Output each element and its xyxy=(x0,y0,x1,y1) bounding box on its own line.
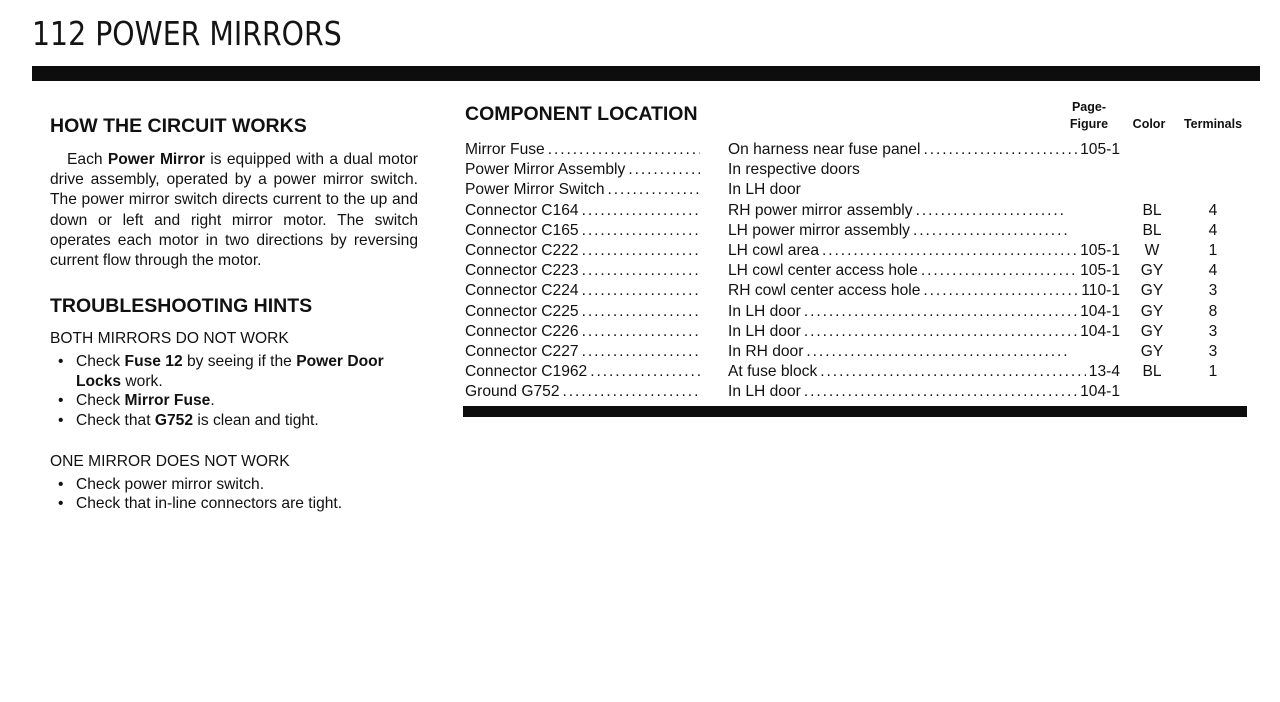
wire-color-cell: BL xyxy=(1142,221,1162,239)
component-name: Connector C164 xyxy=(465,201,579,219)
wire-color-cell: GY xyxy=(1140,282,1164,300)
location-cell xyxy=(728,181,1120,199)
dot-leader xyxy=(916,202,1067,220)
page-figure-ref: 105-1 xyxy=(1080,241,1120,259)
terminal-count-cell: 3 xyxy=(1208,322,1218,340)
left-column xyxy=(50,115,418,514)
dot-leader xyxy=(582,323,700,341)
location-text: In RH door xyxy=(728,342,804,360)
troubleshooting-groups xyxy=(50,330,418,514)
component-name: Ground G752 xyxy=(465,383,560,401)
page-figure-ref: 105-1 xyxy=(1080,262,1120,280)
component-table xyxy=(465,141,1247,403)
bold-term: Fuse 12 xyxy=(124,353,183,371)
component-location-heading: COMPONENT LOCATION xyxy=(465,103,698,125)
text-run: Check power mirror switch. xyxy=(76,475,265,493)
location-text: In respective doors xyxy=(728,161,860,179)
table-row xyxy=(465,282,1247,302)
dot-leader xyxy=(628,161,700,179)
dot-leader xyxy=(923,141,1077,159)
terminal-count-cell: 3 xyxy=(1208,282,1218,300)
location-cell xyxy=(728,242,1120,260)
dot-leader xyxy=(582,202,700,220)
wire-color-cell: GY xyxy=(1140,342,1164,360)
dot-leader xyxy=(582,222,700,240)
component-name-cell xyxy=(465,222,703,240)
component-name-cell xyxy=(465,323,703,341)
text-run: is clean and tight. xyxy=(193,412,319,429)
dot-leader xyxy=(590,363,700,381)
page-figure-ref: 104-1 xyxy=(1080,383,1120,401)
dot-leader xyxy=(822,242,1077,260)
location-cell xyxy=(728,363,1120,381)
page-title: 112 POWER MIRRORS xyxy=(32,14,342,53)
bold-term: G752 xyxy=(154,412,194,429)
hint-item xyxy=(50,411,418,431)
hint-item xyxy=(50,494,418,514)
hint-item xyxy=(50,391,418,411)
location-text: LH power mirror assembly xyxy=(728,221,910,239)
table-row xyxy=(465,262,1247,282)
location-text: RH cowl center access hole xyxy=(728,282,921,300)
text-run: is equipped with a dual motor drive assembly, operated by a power mirror switch. The power mirror switch directs current to the up and down or left and right mirror motor. The switch operates each motor in two directions by reversing current flow through the motor. xyxy=(50,151,418,270)
terminal-count-cell: 4 xyxy=(1208,221,1218,239)
location-cell xyxy=(728,282,1120,300)
page-figure-ref: 13-4 xyxy=(1088,363,1120,381)
troubleshooting-heading: TROUBLESHOOTING HINTS xyxy=(50,295,313,318)
wire-color-cell: GY xyxy=(1140,302,1164,320)
page-figure-ref: 105-1 xyxy=(1080,141,1120,158)
component-name: Power Mirror Switch xyxy=(465,181,605,199)
bold-term: Power Mirror xyxy=(107,151,205,168)
terminal-count-cell: 8 xyxy=(1208,302,1218,320)
component-name: Mirror Fuse xyxy=(465,141,545,158)
location-cell xyxy=(728,343,1120,361)
location-text: At fuse block xyxy=(728,363,818,381)
table-row xyxy=(465,343,1247,363)
terminal-count-cell: 3 xyxy=(1208,342,1218,360)
header-rule xyxy=(32,66,1260,81)
component-name: Connector C1962 xyxy=(465,363,588,381)
location-cell xyxy=(728,202,1120,220)
terminal-count-cell: 4 xyxy=(1208,201,1218,219)
location-cell xyxy=(728,222,1120,240)
component-name: Connector C224 xyxy=(465,282,579,300)
table-row xyxy=(465,323,1247,343)
component-name-cell xyxy=(465,262,703,280)
column-header-color: Color xyxy=(1132,117,1166,131)
column-header-line: Figure xyxy=(1069,117,1109,131)
location-cell xyxy=(728,323,1120,341)
bullet-icon: • xyxy=(58,353,64,371)
wire-color-cell: BL xyxy=(1142,201,1162,219)
location-cell xyxy=(728,383,1120,401)
page-figure-ref: 110-1 xyxy=(1081,282,1120,300)
location-text: In LH door xyxy=(728,302,801,320)
text-run: by seeing if the xyxy=(182,353,297,371)
table-row xyxy=(465,303,1247,323)
dot-leader xyxy=(921,262,1077,280)
terminal-count-cell: 1 xyxy=(1208,363,1218,381)
location-cell xyxy=(728,262,1120,280)
wire-color-cell: BL xyxy=(1142,363,1162,381)
component-name-cell xyxy=(465,202,703,220)
component-name: Connector C223 xyxy=(465,262,579,280)
dot-leader xyxy=(582,242,700,260)
dot-leader xyxy=(582,343,700,361)
location-text: LH cowl area xyxy=(728,241,820,259)
circuit-description xyxy=(50,150,418,271)
text-run: Check xyxy=(76,392,125,410)
dot-leader xyxy=(608,181,701,199)
hint-list xyxy=(50,475,418,514)
dot-leader xyxy=(913,222,1067,240)
table-row xyxy=(465,181,1247,201)
wire-color-cell: GY xyxy=(1140,262,1164,280)
dot-leader xyxy=(804,323,1077,341)
symptom-heading: BOTH MIRRORS DO NOT WORK xyxy=(50,330,289,348)
bullet-icon: • xyxy=(58,475,64,493)
dot-leader xyxy=(820,363,1086,381)
table-row xyxy=(465,202,1247,222)
wire-color-cell: GY xyxy=(1140,322,1164,340)
location-text: In LH door xyxy=(728,322,801,340)
hint-item xyxy=(50,475,418,495)
table-row xyxy=(465,383,1247,403)
location-text: RH power mirror assembly xyxy=(728,201,913,219)
bold-term: Power Door Locks xyxy=(76,353,384,390)
component-name-cell xyxy=(465,383,703,401)
column-header-terminals: Terminals xyxy=(1183,117,1243,131)
location-text: In LH door xyxy=(728,383,801,401)
component-name-cell xyxy=(465,242,703,260)
terminal-count-cell: 4 xyxy=(1208,262,1218,280)
dot-leader xyxy=(548,141,700,159)
component-name-cell xyxy=(465,363,703,381)
dot-leader xyxy=(804,303,1077,321)
wire-color-cell: W xyxy=(1144,241,1160,259)
terminal-count-cell: 1 xyxy=(1208,241,1218,259)
dot-leader xyxy=(582,262,700,280)
column-header-page-figure xyxy=(1061,99,1117,133)
text-run: Check that xyxy=(76,412,155,429)
circuit-heading: HOW THE CIRCUIT WORKS xyxy=(50,115,307,137)
component-name: Connector C226 xyxy=(465,322,579,340)
table-bottom-rule xyxy=(463,406,1247,417)
component-name-cell xyxy=(465,161,703,179)
bullet-icon: • xyxy=(58,412,64,429)
table-row xyxy=(465,242,1247,262)
dot-leader xyxy=(563,383,701,401)
table-row xyxy=(465,363,1247,383)
component-name: Connector C225 xyxy=(465,302,579,320)
hint-item xyxy=(50,352,418,391)
component-name: Connector C227 xyxy=(465,342,579,360)
table-row xyxy=(465,222,1247,242)
component-name: Connector C165 xyxy=(465,221,579,239)
text-run: Check that in-line connectors are tight. xyxy=(76,495,343,513)
text-run: Each xyxy=(67,151,108,168)
table-row xyxy=(465,161,1247,181)
location-cell xyxy=(728,161,1120,179)
text-run: . xyxy=(210,392,215,410)
component-name-cell xyxy=(465,282,703,300)
bold-term: Mirror Fuse xyxy=(124,392,211,410)
component-name-cell xyxy=(465,181,703,199)
component-name: Power Mirror Assembly xyxy=(465,161,626,179)
component-name-cell xyxy=(465,303,703,321)
component-name: Connector C222 xyxy=(465,241,579,259)
bullet-icon: • xyxy=(58,495,64,513)
hint-list xyxy=(50,352,418,430)
page-figure-ref: 104-1 xyxy=(1080,322,1120,340)
text-run: Check xyxy=(76,353,125,371)
page-figure-ref: 104-1 xyxy=(1080,302,1120,320)
dot-leader xyxy=(582,303,700,321)
location-text: LH cowl center access hole xyxy=(728,262,918,280)
table-row xyxy=(465,141,1247,161)
symptom-heading: ONE MIRROR DOES NOT WORK xyxy=(50,452,290,470)
dot-leader xyxy=(804,383,1077,401)
location-cell xyxy=(728,303,1120,321)
dot-leader xyxy=(582,282,700,300)
location-cell xyxy=(728,141,1120,159)
dot-leader xyxy=(806,343,1067,361)
dot-leader xyxy=(923,282,1078,300)
location-text: On harness near fuse panel xyxy=(728,141,921,158)
column-header-line: Page- xyxy=(1071,100,1107,114)
text-run: work. xyxy=(121,372,163,390)
location-text: In LH door xyxy=(728,181,801,199)
component-name-cell xyxy=(465,343,703,361)
component-name-cell xyxy=(465,141,703,159)
bullet-icon: • xyxy=(58,392,64,410)
